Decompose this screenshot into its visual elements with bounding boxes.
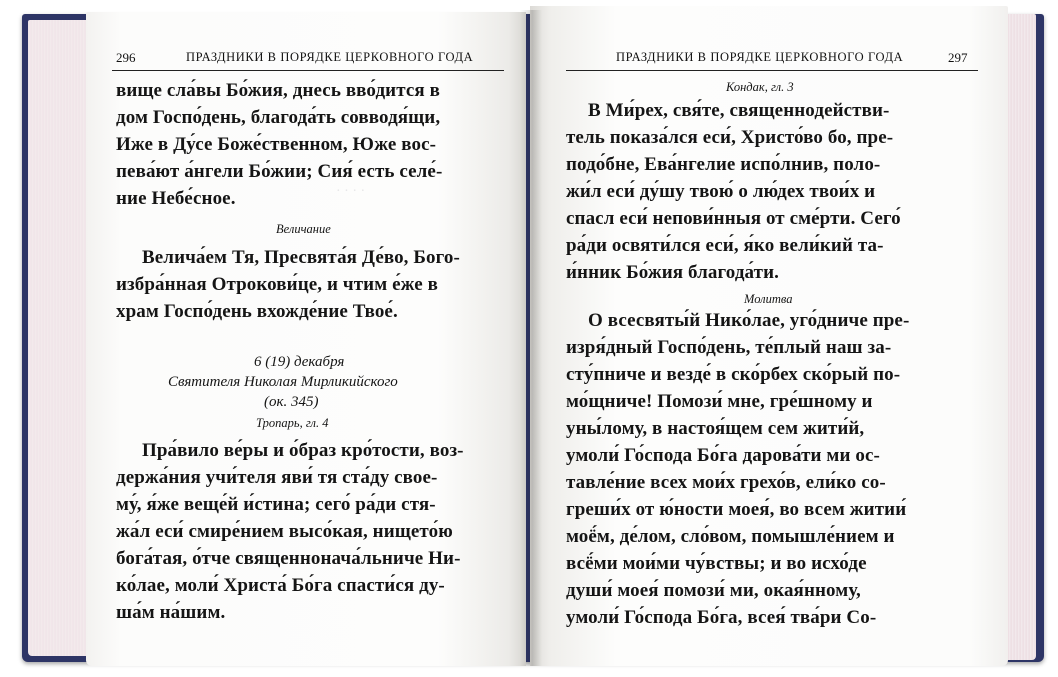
right-running-head: ПРАЗДНИКИ В ПОРЯДКЕ ЦЕРКОВНОГО ГОДА xyxy=(616,50,904,64)
text-line: пева́ют а́нгели Бо́жии; Сия́ есть селе́- xyxy=(116,161,443,182)
text-line: моё́м, де́лом, сло́вом, помышле́нием и xyxy=(566,526,895,547)
feast-year: (ок. 345) xyxy=(264,394,319,410)
right-page-edges xyxy=(1006,14,1036,660)
text-line: храм Госпо́день вхожде́ние Твое́. xyxy=(116,301,398,322)
text-line: сту́пниче и везде́ в ско́рбех ско́рый по- xyxy=(566,364,901,385)
text-line: умоли́ Го́спода Бо́га дарова́ти ми ос- xyxy=(566,445,880,466)
text-line: тель показа́лся еси́, Христо́во бо, пре- xyxy=(566,127,894,148)
text-line: вище сла́вы Бо́жия, днесь вво́дится в xyxy=(116,80,441,101)
prayer-heading: Молитва xyxy=(744,292,793,306)
text-line: души́ моея́ помози́ ми, окая́нному, xyxy=(566,580,861,601)
left-running-head: ПРАЗДНИКИ В ПОРЯДКЕ ЦЕРКОВНОГО ГОДА xyxy=(186,50,474,64)
text-line: жи́л еси́ ду́шу твою́ о лю́дех твои́х и xyxy=(566,181,876,202)
text-line: уны́лому, в настоя́щем сем жити́й, xyxy=(566,418,865,439)
left-header-rule xyxy=(112,70,504,71)
text-line: подо́бне, Ева́нгелие испо́лнив, поло- xyxy=(566,154,881,175)
left-page-edges xyxy=(28,20,92,656)
text-line: Иже в Ду́се Боже́ственном, Юже вос- xyxy=(116,134,437,155)
text-line: избра́нная Отрокови́це, и чтим е́же в xyxy=(116,274,438,295)
text-line: бога́тая, о́тче священнонача́льниче Ни- xyxy=(116,548,461,569)
feast-date: 6 (19) декабря xyxy=(254,354,345,370)
right-page xyxy=(530,6,1008,666)
text-line: ние Небе́сное. xyxy=(116,188,236,209)
text-line: спасл еси́ непови́нныя от сме́рти. Сего́ xyxy=(566,208,901,229)
kontakion-heading: Кондак, гл. 3 xyxy=(726,80,794,94)
troparion-heading: Тропарь, гл. 4 xyxy=(256,416,329,430)
left-page: · · · · 296 ПРАЗДНИКИ В ПОРЯДКЕ ЦЕРКОВНОГО ГОДА вище сла́вы Бо́жия, днесь вво́дится в дом Госпо́день, благода́ть совводя́щи, Иже в Ду́се Боже́ственном, Юже вос- пева́ют а́нгели Бо́жии; Сия́ есть селе́- ние Небе́сное. Величание Велича́ем Тя, Пресвята́я Де́во, Бого- избра́нная Отрокови́це, и чтим е́же в храм Госпо́день вхожде́ние Твое́. 6 (19) декабря Святителя Николая Мирликийского (ок. 345) Тропарь, гл. 4 Пра́вило ве́ры и о́браз кро́тости, воз- держа́ния учи́теля яви́ тя ста́ду свое- му́, я́же веще́й и́стина; сего́ ра́ди стя- жа́л еси́ смире́нием высо́кая, нището́ю бога́тая, о́тче священнонача́льниче Ни- ко́лае, моли́ Христа́ Бо́га спасти́ся ду- ша́м на́шим. xyxy=(86,12,526,666)
text-line: ша́м на́шим. xyxy=(116,602,226,623)
feast-saint: Святителя Николая Мирликийского xyxy=(168,374,398,390)
text-line: В Ми́рех, свя́те, священнодействи- xyxy=(588,100,890,121)
text-line: жа́л еси́ смире́нием высо́кая, нището́ю xyxy=(116,521,453,542)
text-line: всё́ми мои́ми чу́вствы; и во исхо́де xyxy=(566,553,867,574)
magnification-heading: Величание xyxy=(276,222,331,236)
text-line: и́нник Бо́жия благода́ти. xyxy=(566,262,779,283)
text-line: изря́дный Госпо́день, те́плый наш за- xyxy=(566,337,892,358)
text-line: О всесвяты́й Нико́лае, уго́дниче пре- xyxy=(588,310,910,331)
text-line: умоли́ Го́спода Бо́га, всея́ тва́ри Со- xyxy=(566,607,877,628)
right-header-rule xyxy=(566,70,978,71)
text-line: дом Госпо́день, благода́ть совводя́щи, xyxy=(116,107,441,128)
book-gutter-shadow xyxy=(520,10,542,666)
left-page-number: 296 xyxy=(116,50,136,65)
text-line: держа́ния учи́теля яви́ тя ста́ду свое- xyxy=(116,467,438,488)
right-page-number: 297 xyxy=(948,50,968,65)
text-line: ра́ди освяти́лся еси́, я́ко вели́кий та- xyxy=(566,235,884,256)
text-line: му́, я́же веще́й и́стина; сего́ ра́ди стя- xyxy=(116,494,436,515)
text-line: греши́х от ю́ности моея́, во всем житии́ xyxy=(566,499,907,520)
text-line: мо́щниче! Помози́ мне, гре́шному и xyxy=(566,391,873,412)
text-line: Велича́ем Тя, Пресвята́я Де́во, Бого- xyxy=(142,247,460,268)
text-line: тавле́ние всех мои́х грехо́в, ели́ко со- xyxy=(566,472,886,493)
text-line: Пра́вило ве́ры и о́браз кро́тости, воз- xyxy=(142,440,464,461)
text-line: ко́лае, моли́ Христа́ Бо́га спасти́ся ду- xyxy=(116,575,445,596)
